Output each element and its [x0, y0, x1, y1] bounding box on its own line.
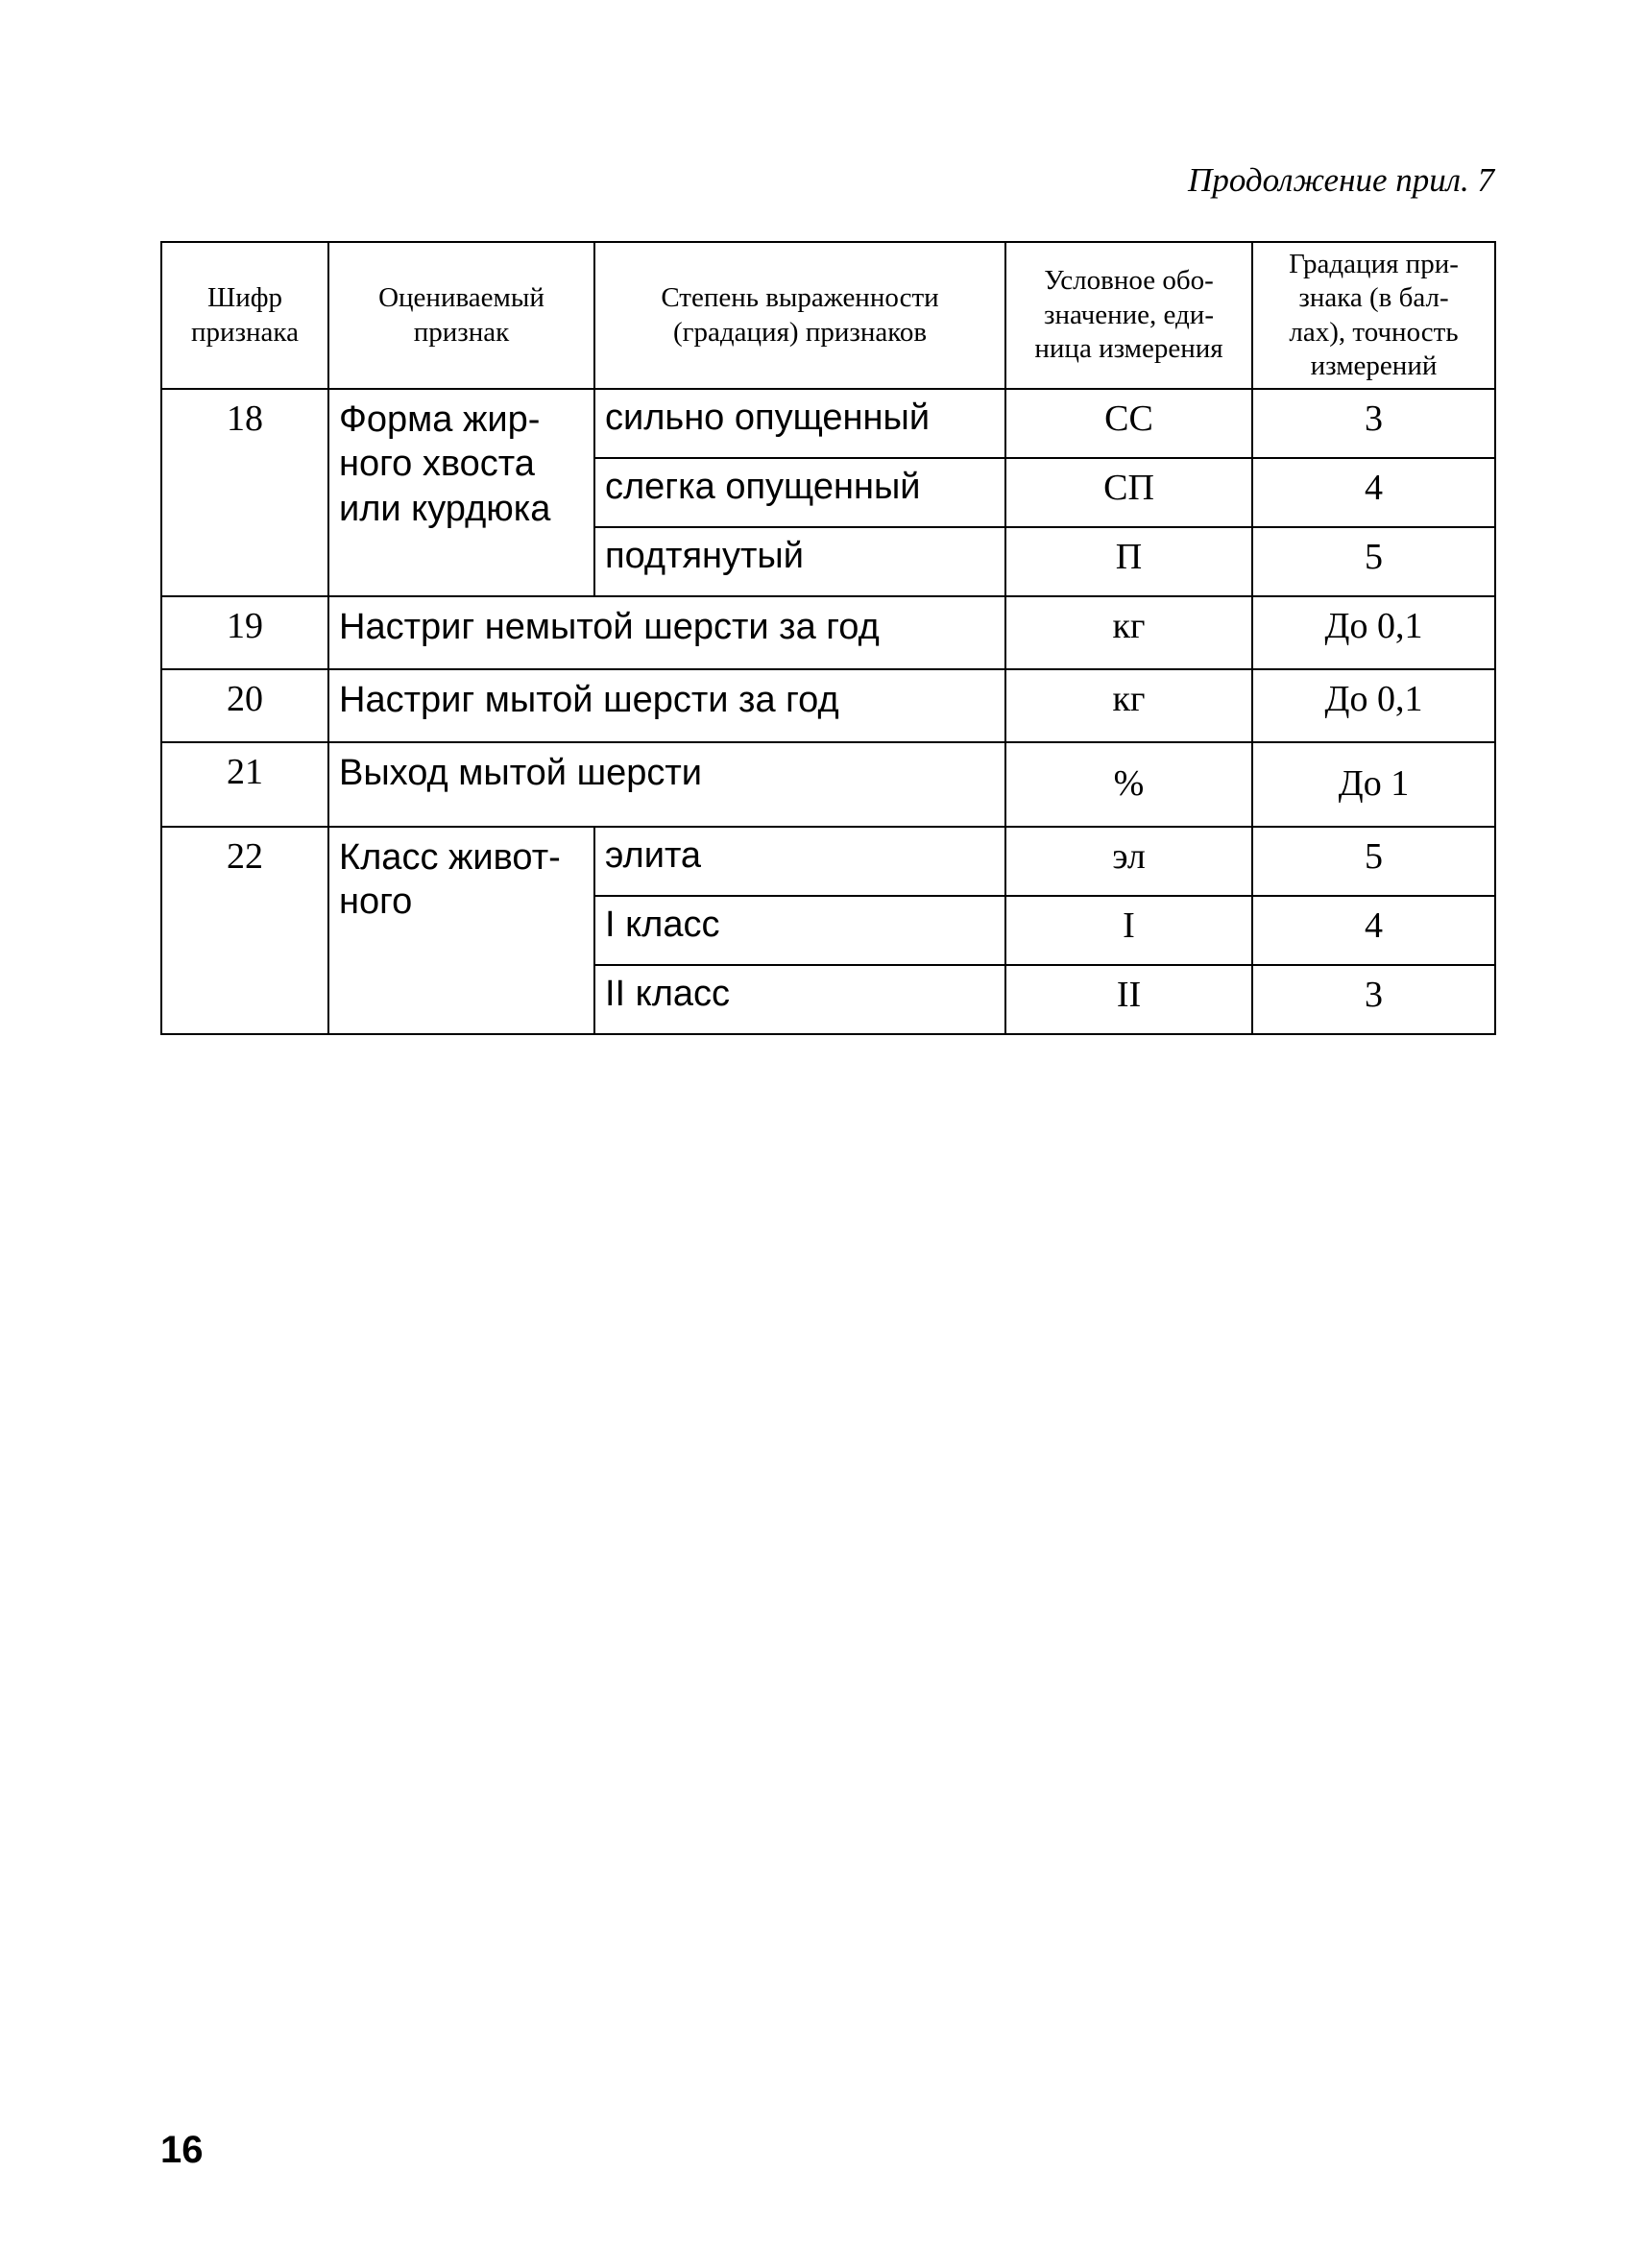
col-header-grade: Степень выраженности (градация) признаков	[594, 242, 1005, 389]
col-header-score: Градация при- знака (в бал- лах), точность измерений	[1252, 242, 1495, 389]
table-row	[161, 669, 1495, 742]
col-header-trait: Оцениваемый признак	[328, 242, 594, 389]
row-symbol: кг	[1005, 596, 1252, 669]
table-row	[161, 596, 1495, 669]
row-score: 5	[1252, 527, 1495, 596]
row-score: До 1	[1252, 742, 1495, 827]
table-row	[161, 827, 1495, 896]
row-grade: элита	[594, 827, 1005, 896]
continuation-caption: Продолжение прил. 7	[1188, 161, 1494, 199]
row-code: 19	[161, 596, 328, 669]
row-code: 21	[161, 742, 328, 827]
row-score: До 0,1	[1252, 669, 1495, 742]
row-score: До 0,1	[1252, 596, 1495, 669]
row-trait: Класс живот- ного	[328, 827, 594, 1034]
table-header-row	[161, 242, 1495, 389]
row-symbol: %	[1005, 742, 1252, 827]
row-grade: сильно опущенный	[594, 389, 1005, 458]
table-row	[161, 742, 1495, 827]
row-symbol: П	[1005, 527, 1252, 596]
table-row	[161, 389, 1495, 458]
row-symbol: I	[1005, 896, 1252, 965]
row-score: 4	[1252, 896, 1495, 965]
row-trait: Настриг мытой шерсти за год	[328, 669, 1005, 742]
row-score: 4	[1252, 458, 1495, 527]
row-symbol: СП	[1005, 458, 1252, 527]
row-code: 20	[161, 669, 328, 742]
page-number: 16	[160, 2129, 204, 2171]
row-score: 3	[1252, 389, 1495, 458]
row-grade: I класс	[594, 896, 1005, 965]
row-code: 22	[161, 827, 328, 1034]
row-symbol: кг	[1005, 669, 1252, 742]
row-grade: II класс	[594, 965, 1005, 1034]
row-grade: слегка опущенный	[594, 458, 1005, 527]
row-trait: Форма жир- ного хвоста или курдюка	[328, 389, 594, 596]
col-header-code: Шифр признака	[161, 242, 328, 389]
row-score: 5	[1252, 827, 1495, 896]
row-symbol: эл	[1005, 827, 1252, 896]
traits-table	[160, 241, 1496, 1035]
col-header-symbol: Условное обо- значение, еди- ница измерения	[1005, 242, 1252, 389]
row-code: 18	[161, 389, 328, 596]
row-grade: подтянутый	[594, 527, 1005, 596]
row-symbol: II	[1005, 965, 1252, 1034]
row-score: 3	[1252, 965, 1495, 1034]
row-trait: Настриг немытой шерсти за год	[328, 596, 1005, 669]
row-symbol: СС	[1005, 389, 1252, 458]
row-trait: Выход мытой шерсти	[328, 742, 1005, 827]
